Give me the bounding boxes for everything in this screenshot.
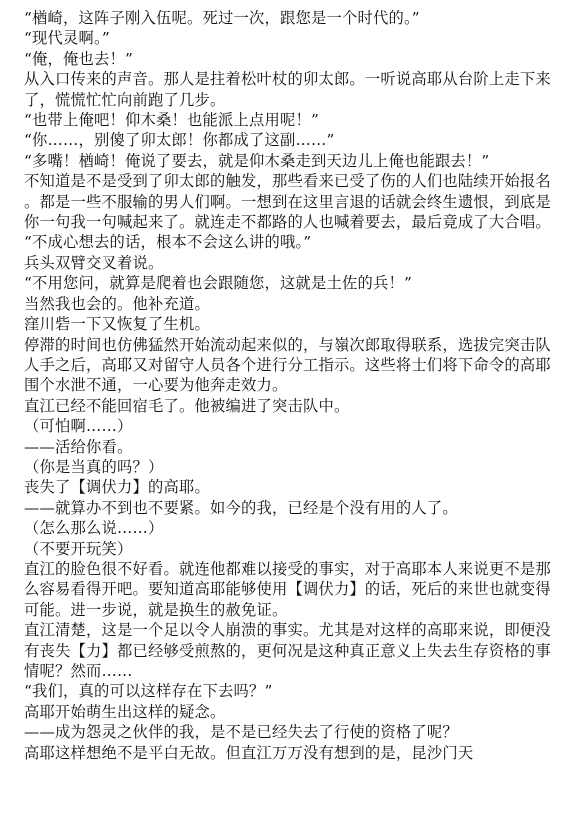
- paragraph: （可怕啊……）: [24, 417, 133, 436]
- paragraph: 不知道是不是受到了卯太郎的触发，那些看来已受了伤的人们也陆续开始报名。都是一些不服输的男人们啊。一想到在这里言退的话就会终生遗恨，到底是你一句我一句喊起来了。就连走不都路的人也喊着要去，最后竟成了大合唱。: [24, 172, 551, 232]
- paragraph: ——活给你看。: [24, 437, 133, 456]
- paragraph: （不要开玩笑）: [24, 539, 133, 558]
- paragraph: 当然我也会的。他补充道。: [24, 294, 210, 313]
- paragraph: “不成心想去的话，根本不会这么讲的哦。”: [24, 233, 312, 252]
- paragraph: “你……，别傻了卯太郎！你都成了这副……”: [24, 131, 335, 150]
- paragraph: 丧失了【调伏力】的高耶。: [24, 478, 210, 497]
- paragraph: “楢崎，这阵子刚入伍呢。死过一次，跟您是一个时代的。”: [24, 9, 420, 27]
- paragraph: “不用您问，就算是爬着也会跟随您，这就是土佐的兵！”: [24, 274, 412, 293]
- paragraph: 直江清楚，这是一个足以令人崩溃的事实。尤其是对这样的高耶来说，即便没有丧失【力】都已经够受煎熬的，更何况是这种真正意义上失去生存资格的事情呢？然而……: [24, 621, 551, 680]
- paragraph: 直江的脸色很不好看。就连他都难以接受的事实，对于高耶本人来说更不是那么容易看得开吧。要知道高耶能够使用【调伏力】的话，死后的来世也就变得可能。进一步说，就是换生的赦免证。: [24, 559, 551, 619]
- paragraph: （怎么那么说……）: [24, 519, 164, 538]
- paragraph: 兵头双臂交叉着说。: [24, 253, 164, 272]
- paragraph: “也带上俺吧！仰木桑！也能派上点用呢！”: [24, 111, 319, 130]
- paragraph: （你是当真的吗？）: [24, 457, 164, 476]
- document-page: [24, 8, 554, 763]
- paragraph: ——就算办不到也不要紧。如今的我，已经是个没有用的人了。: [24, 498, 458, 517]
- paragraph: “现代灵啊。”: [24, 29, 110, 48]
- paragraph: 高耶开始萌生出这样的疑念。: [24, 702, 226, 721]
- paragraph: 停滞的时间也仿佛猛然开始流动起来似的，与嶺次郎取得联系，选拔完突击队人手之后，高耶又对留守人员各个进行分工指示。这些将士们将下命令的高耶围个水泄不通，一心要为他奔走效力。: [24, 335, 551, 395]
- paragraph: “多嘴！楢崎！俺说了要去，就是仰木桑走到天边儿上俺也能跟去！”: [24, 151, 490, 170]
- paragraph: 从入口传来的声音。那人是拄着松叶杖的卯太郎。一听说高耶从台阶上走下来了，慌慌忙忙向前跑了几步。: [24, 70, 551, 109]
- paragraph: ——成为怨灵之伙伴的我，是不是已经失去了行使的资格了呢？: [24, 723, 458, 742]
- paragraph: 高耶这样想绝不是平白无故。但直江万万没有想到的是，昆沙门天: [24, 743, 474, 762]
- paragraph: “俺，俺也去！”: [24, 49, 134, 68]
- paragraph: 窪川砦一下又恢复了生机。: [24, 315, 210, 334]
- paragraph: 直江已经不能回宿毛了。他被编进了突击队中。: [24, 396, 350, 415]
- paragraph: “我们，真的可以这样存在下去吗？”: [24, 682, 273, 701]
